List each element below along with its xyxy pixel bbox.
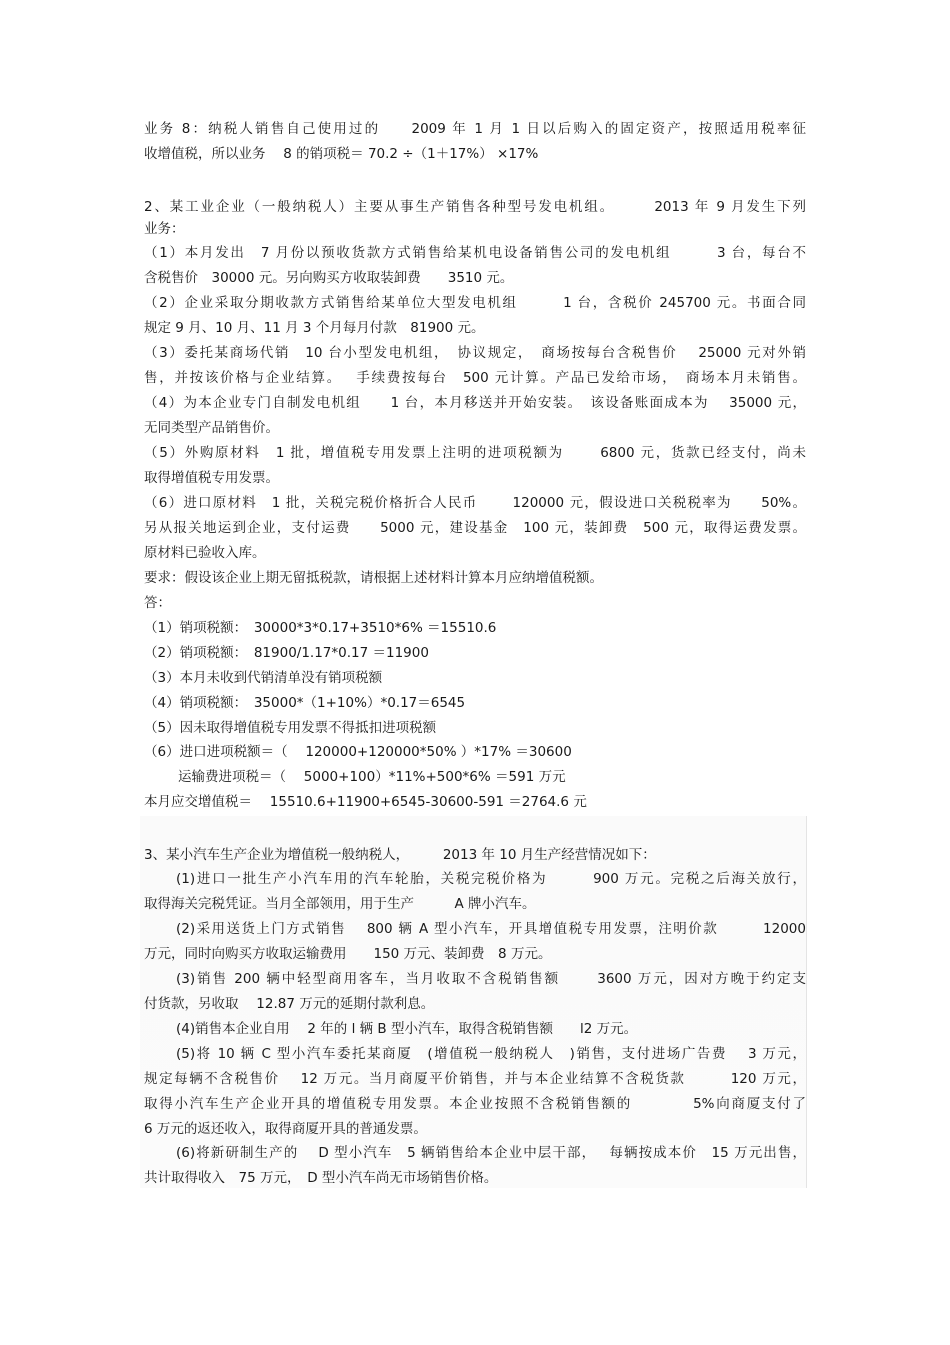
text-line: 业务 8：纳税人销售自己使用过的 2009 年 1 月 1 日以后购入的固定资产，按照适用税率征 — [144, 121, 806, 137]
text-line: （1）销项税额： 30000*3*0.17+3510*6% ＝15510.6 — [144, 620, 497, 636]
text-line: 2、某工业企业（一般纳税人）主要从事生产销售各种型号发电机组。 2013 年 9 月发生下列 — [144, 199, 806, 215]
text-line: 原材料已验收入库。 — [144, 545, 266, 561]
text-line: 付货款，另收取 12.87 万元的延期付款利息。 — [144, 996, 435, 1012]
text-line: （5）因未取得增值税专用发票不得抵扣进项税额 — [144, 720, 437, 736]
text-line: 6 万元的返还收入，取得商厦开具的普通发票。 — [144, 1121, 427, 1137]
text-line: 运输费进项税＝（ 5000+100）*11%+500*6% ＝591 万元 — [178, 769, 566, 785]
text-line: 含税售价 30000 元。另向购买方收取装卸费 3510 元。 — [144, 270, 514, 286]
text-line: (4)销售本企业自用 2 年的 l 辆 B 型小汽车，取得含税销售额 l2 万元。 — [176, 1021, 638, 1037]
text-line: 答： — [144, 595, 171, 611]
text-line: 另从报关地运到企业，支付运费 5000 元，建设基金 100 元，装卸费 500 元，取得运费发票。 — [144, 520, 806, 536]
text-line: 本月应交增值税＝ 15510.6+11900+6545-30600-591 ＝2764.6 元 — [144, 794, 587, 810]
text-line: 取得增值税专用发票。 — [144, 470, 279, 486]
text-line: （4）为本企业专门自制发电机组 1 台，本月移送并开始安装。 该设备账面成本为 35000 元， — [144, 395, 806, 411]
text-line: (1)进口一批生产小汽车用的汽车轮胎，关税完税价格为 900 万元。完税之后海关放行， — [176, 871, 806, 887]
text-line: 规定每辆不含税售价 12 万元。当月商厦平价销售，并与本企业结算不含税货款 120 万元， — [144, 1071, 806, 1087]
text-line: （3）本月未收到代销清单没有销项税额 — [144, 670, 383, 686]
text-line: (3)销售 200 辆中轻型商用客车，当月收取不含税销售额 3600 万元，因对方晚于约定支 — [176, 971, 806, 987]
text-line: （6）进口原材料 1 批，关税完税价格折合人民币 120000 元，假设进口关税税率为 50%。 — [144, 495, 806, 511]
text-line: 无同类型产品销售价。 — [144, 420, 279, 436]
text-line: 3、某小汽车生产企业为增值税一般纳税人， 2013 年 10 月生产经营情况如下： — [144, 847, 656, 863]
text-line: (2)采用送货上门方式销售 800 辆 A 型小汽车，开具增值税专用发票，注明价款 12000 — [176, 921, 806, 937]
text-line: 规定 9 月、10 月、11 月 3 个月每月付款 81900 元。 — [144, 320, 485, 336]
text-line: 共计取得收入 75 万元， D 型小汽车尚无市场销售价格。 — [144, 1170, 498, 1186]
text-line: 售，并按该价格与企业结算。 手续费按每台 500 元计算。产品已发给市场， 商场本月未销售。 — [144, 370, 806, 386]
text-line: （3）委托某商场代销 10 台小型发电机组， 协议规定， 商场按每台含税售价 25000 元对外销 — [144, 345, 806, 361]
text-line: （6）进口进项税额＝（ 120000+120000*50% ）*17% ＝30600 — [144, 744, 572, 760]
text-line: 取得海关完税凭证。当月全部领用，用于生产 A 牌小汽车。 — [144, 896, 536, 912]
text-line: 业务： — [144, 221, 185, 237]
text-line: （2）销项税额： 81900/1.17*0.17 ＝11900 — [144, 645, 429, 661]
text-line: （5）外购原材料 1 批，增值税专用发票上注明的进项税额为 6800 元，货款已经支付，尚未 — [144, 445, 806, 461]
text-line: (5)将 10 辆 C 型小汽车委托某商厦 (增值税一般纳税人 )销售，支付进场广告费 3 万元， — [176, 1046, 806, 1062]
text-line: 要求：假设该企业上期无留抵税款，请根据上述材料计算本月应纳增值税额。 — [144, 570, 603, 586]
text-line: (6)将新研制生产的 D 型小汽车 5 辆销售给本企业中层干部， 每辆按成本价 15 万元出售， — [176, 1145, 806, 1161]
text-line: （4）销项税额： 35000*（1+10%）*0.17＝6545 — [144, 695, 466, 711]
text-line: （1）本月发出 7 月份以预收货款方式销售给某机电设备销售公司的发电机组 3 台，每台不 — [144, 245, 806, 261]
text-line: （2）企业采取分期收款方式销售给某单位大型发电机组 1 台，含税价 245700 元。书面合同 — [144, 295, 806, 311]
text-line: 万元，同时向购买方收取运输费用 150 万元、装卸费 8 万元。 — [144, 946, 552, 962]
text-line: 取得小汽车生产企业开具的增值税专用发票。本企业按照不含税销售额的 5%向商厦支付了 — [144, 1096, 806, 1112]
text-line: 收增值税，所以业务 8 的销项税＝ 70.2 ÷（1＋17%） ×17% — [144, 146, 539, 162]
